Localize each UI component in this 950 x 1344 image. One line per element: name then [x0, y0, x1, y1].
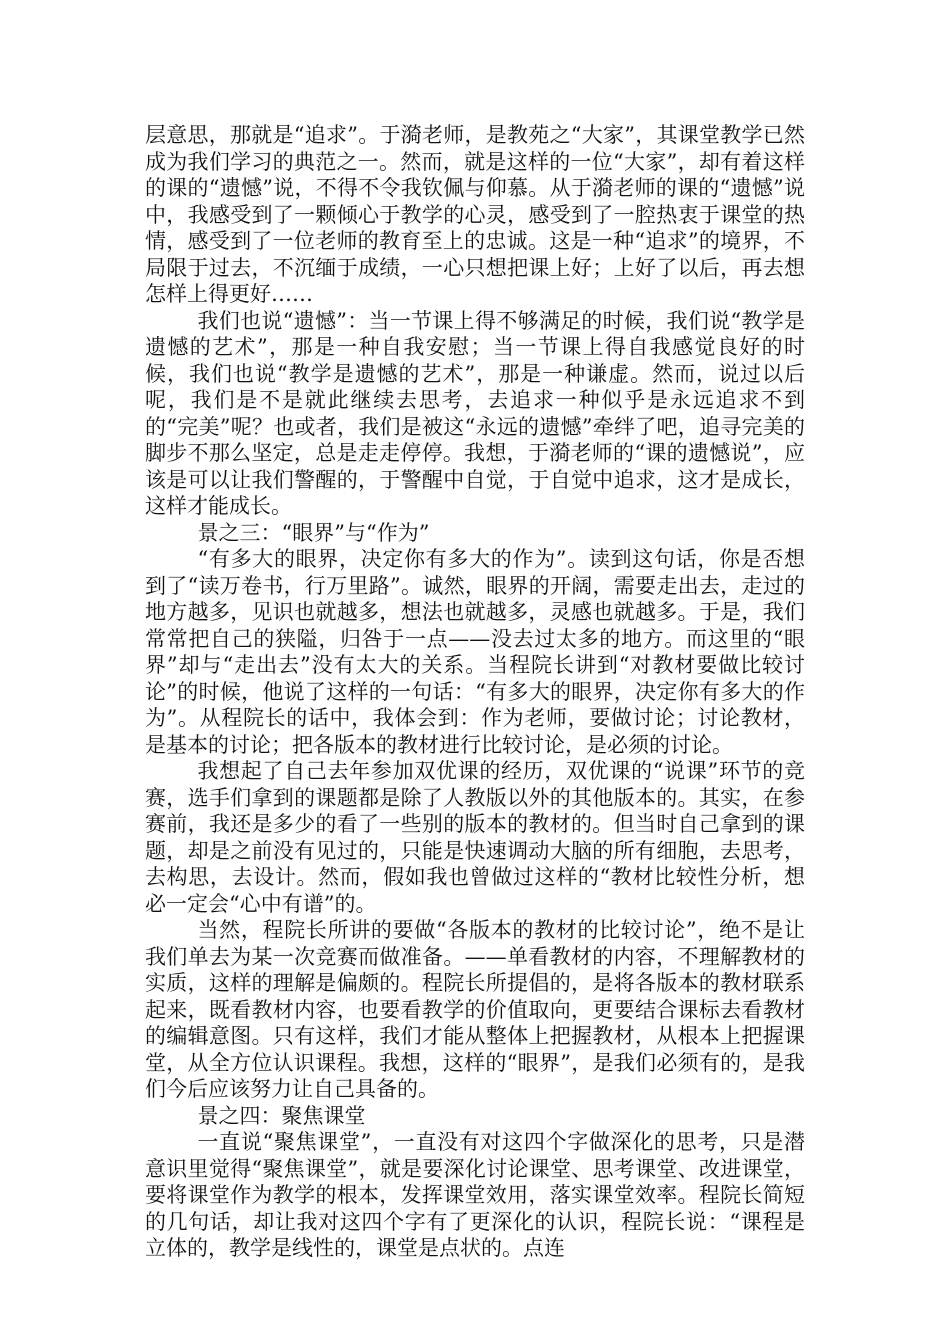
document-page — [145, 122, 805, 1262]
paragraph-competition: 我想起了自己去年参加双优课的经历，双优课的“说课”环节的竞赛，选手们拿到的课题都是除了人教版以外的其他版本的。其实，在参赛前，我还是多少的看了一些别的版本的教材的。但当时自己拿到的课题，却是之前没有见过的，只能是快速调动大脑的所有细胞，去思考，去构思，去设计。然而，假如我也曾做过这样的“教材比较性分析，想必一定会“心中有谱”的。 — [145, 759, 805, 916]
paragraph-vision: “有多大的眼界，决定你有多大的作为”。读到这句话，你是否想到了“读万卷书，行万里路”。诚然，眼界的开阔，需要走出去，走过的地方越多，见识也就越多，想法也就越多，灵感也就越多。于是，我们常常把自己的狭隘，归咎于一点——没去过太多的地方。而这里的“眼界”却与“走出去”没有太大的关系。当程院长讲到“对教材要做比较讨论”的时候，他说了这样的一句话：“有多大的眼界，决定你有多大的作为”。从程院长的话中，我体会到：作为老师，要做讨论；讨论教材，是基本的讨论；把各版本的教材进行比较讨论，是必须的讨论。 — [145, 547, 805, 757]
section-heading-classroom: 景之四：聚焦课堂 — [197, 1103, 366, 1128]
paragraph-regret: 我们也说“遗憾”：当一节课上得不够满足的时候，我们说“教学是遗憾的艺术”，那是一种自我安慰；当一节课上得自我感觉良好的时候，我们也说“教学是遗憾的艺术”，那是一种谦虚。然而，说过以后呢，我们是不是就此继续去思考，去追求一种似乎是永远追求不到的“完美”呢？也或者，我们是被这“永远的遗憾”牵绊了吧，追寻完美的脚步不那么坚定，总是走走停停。我想，于漪老师的“课的遗憾说”，应该是可以让我们警醒的，于警醒中自觉，于自觉中追求，这才是成长，这样才能成长。 — [145, 308, 805, 518]
paragraph-pursuit: 层意思，那就是“追求”。于漪老师，是教苑之“大家”，其课堂教学已然成为我们学习的典范之一。然而，就是这样的一位“大家”，却有着这样的课的“遗憾”说，不得不令我钦佩与仰慕。从于漪老师的课的“遗憾”说中，我感受到了一颗倾心于教学的心灵，感受到了一腔热衷于课堂的热情，感受到了一位老师的教育至上的忠诚。这是一种“追求”的境界，不局限于过去，不沉缅于成绩，一心只想把课上好；上好了以后，再去想怎样上得更好…… — [145, 123, 805, 306]
section-heading-vision: 景之三：“眼界”与“作为” — [197, 520, 430, 545]
paragraph-classroom: 一直说“聚焦课堂”，一直没有对这四个字做深化的思考，只是潜意识里觉得“聚焦课堂”，就是要深化讨论课堂、思考课堂、改进课堂，要将课堂作为教学的根本，发挥课堂效用，落实课堂效率。程院长简短的几句话，却让我对这四个字有了更深化的认识，程院长说：“课程是立体的，教学是线性的，课堂是点状的。点连 — [145, 1130, 805, 1260]
paragraph-textbook-comparison: 当然，程院长所讲的要做“各版本的教材的比较讨论”，绝不是让我们单去为某一次竞赛而做准备。——单看教材的内容，不理解教材的实质，这样的理解是偏颇的。程院长所提倡的，是将各版本的教材联系起来，既看教材内容，也要看教学的价值取向，更要结合课标去看教材的编辑意图。只有这样，我们才能从整体上把握教材，从根本上把握课堂，从全方位认识课程。我想，这样的“眼界”，是我们必须有的，是我们今后应该努力让自己具备的。 — [145, 918, 805, 1101]
